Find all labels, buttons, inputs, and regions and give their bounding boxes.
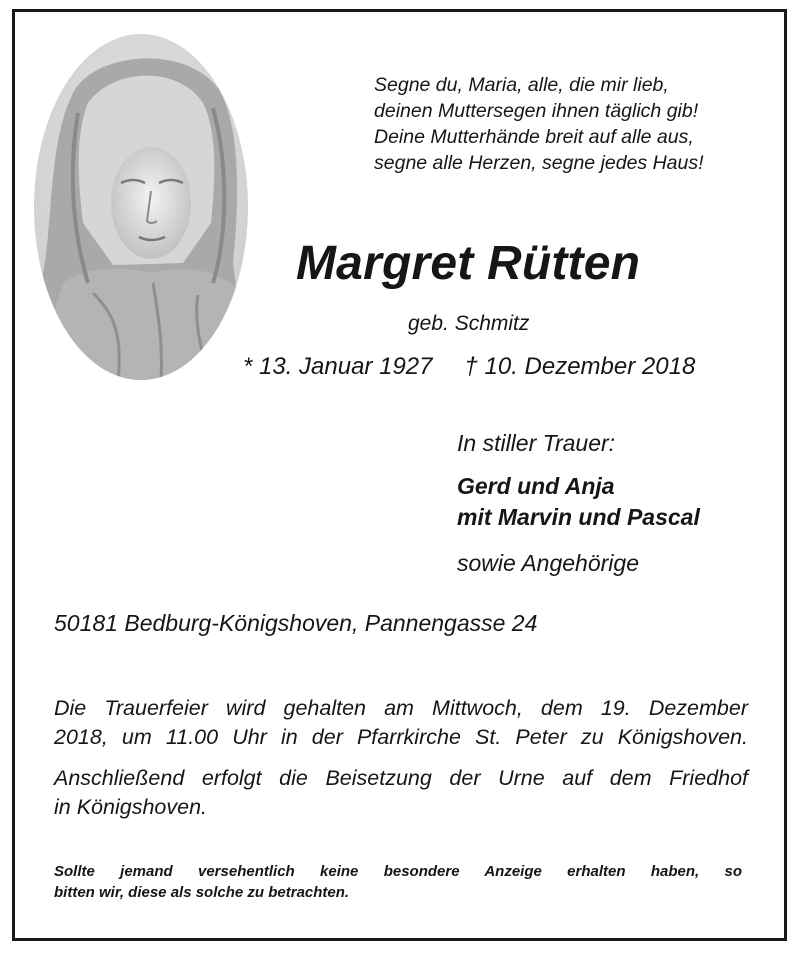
birth-date: * 13. Januar 1927: [243, 353, 433, 380]
mourner-line: mit Marvin und Pascal: [457, 504, 700, 530]
verse-line: deinen Muttersegen ihnen täglich gib!: [374, 100, 699, 122]
burial-text: [54, 764, 748, 822]
note-line: Sollte jemand versehentlich keine besondere Anzeige erhalten haben, so: [54, 863, 742, 880]
verse-line: Segne du, Maria, alle, die mir lieb,: [374, 74, 669, 96]
prayer-verse: [374, 72, 754, 176]
verse-line: segne alle Herzen, segne jedes Haus!: [374, 152, 704, 174]
note-line: bitten wir, diese als solche zu betrachten.: [54, 884, 350, 901]
address: 50181 Bedburg-Königshoven, Pannengasse 24: [54, 610, 538, 636]
relatives-line: sowie Angehörige: [457, 550, 639, 576]
burial-line: in Königshoven.: [54, 795, 207, 819]
death-date: † 10. Dezember 2018: [464, 353, 696, 380]
funeral-service-text: [54, 694, 748, 752]
life-dates: [243, 353, 695, 381]
verse-line: Deine Mutterhände breit auf alle aus,: [374, 126, 694, 148]
mourning-label: In stiller Trauer:: [457, 430, 616, 456]
burial-line: Anschließend erfolgt die Beisetzung der Urne auf dem Friedhof: [54, 766, 748, 790]
funeral-line: 2018, um 11.00 Uhr in der Pfarrkirche St. Peter zu Königshoven.: [54, 725, 748, 749]
madonna-portrait-image: [33, 33, 249, 381]
maiden-name: geb. Schmitz: [408, 312, 530, 335]
notice-note: [54, 861, 742, 903]
deceased-name: Margret Rütten: [296, 237, 641, 290]
mourner-names: [457, 471, 700, 533]
funeral-line: Die Trauerfeier wird gehalten am Mittwoch, dem 19. Dezember: [54, 696, 748, 720]
mourner-line: Gerd und Anja: [457, 473, 615, 499]
